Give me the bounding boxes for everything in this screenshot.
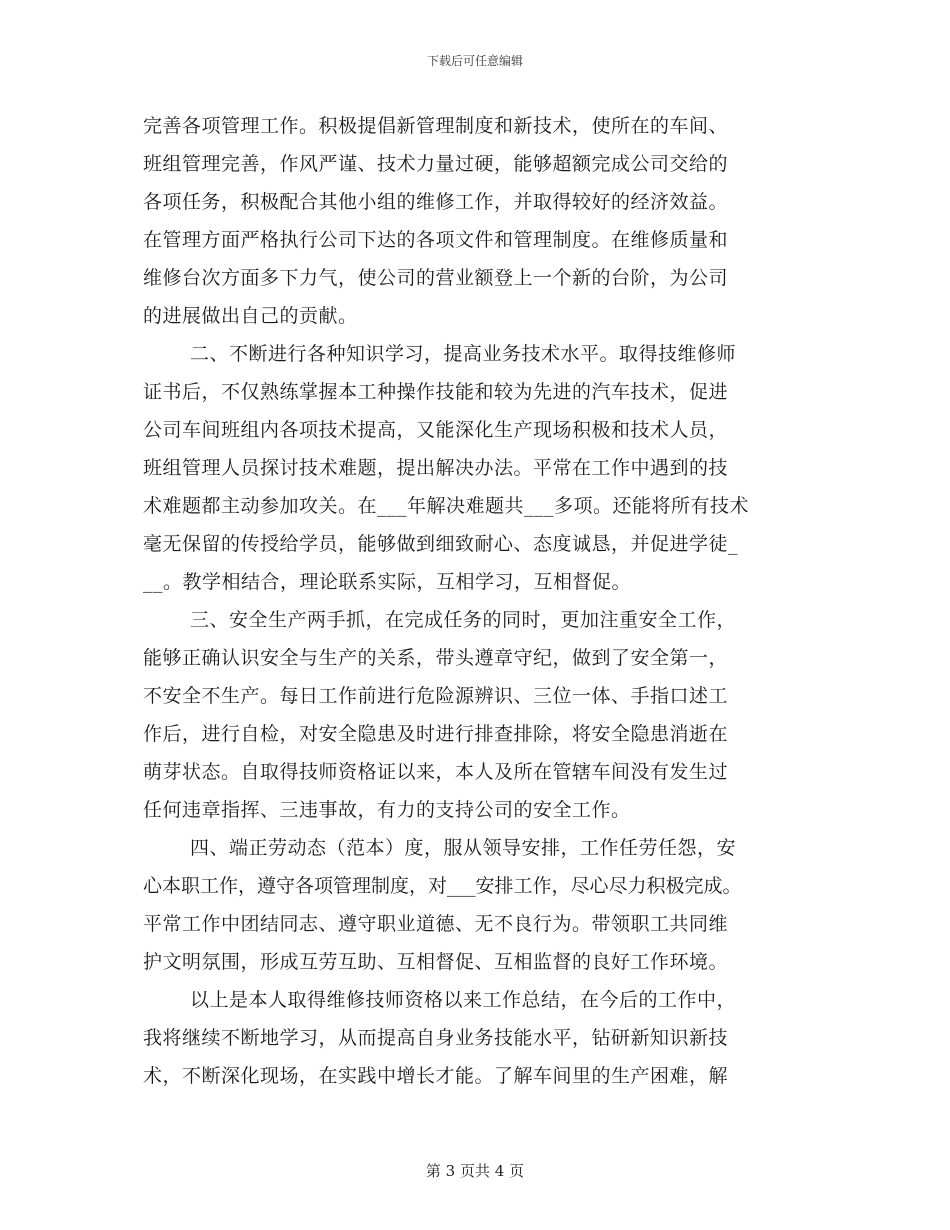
body-line: 公司车间班组内各项技术提高，又能深化生产现场积极和技术人员， (143, 419, 729, 441)
body-line: 术，不断深化现场，在实践中增长才能。了解车间里的生产困难，解 (143, 1065, 729, 1087)
body-line: 在管理方面严格执行公司下达的各项文件和管理制度。在维修质量和 (143, 229, 729, 251)
body-line: 完善各项管理工作。积极提倡新管理制度和新技术，使所在的车间、 (143, 115, 729, 137)
body-line: 作后，进行自检，对安全隐患及时进行排查排除，将安全隐患消逝在 (143, 723, 729, 745)
body-line: 平常工作中团结同志、遵守职业道德、无不良行为。带领职工共同维 (143, 913, 729, 935)
body-line: 班组管理人员探讨技术难题，提出解决办法。平常在工作中遇到的技 (143, 457, 729, 479)
paragraph-start-line: 二、不断进行各种知识学习，提高业务技术水平。取得技维修师 (190, 343, 737, 365)
body-line: 维修台次方面多下力气，使公司的营业额登上一个新的台阶，为公司 (143, 267, 729, 289)
body-line: 萌芽状态。自取得技师资格证以来，本人及所在管辖车间没有发生过 (143, 761, 729, 783)
paragraph-start-line: 三、安全生产两手抓，在完成任务的同时，更加注重安全工作， (190, 609, 737, 631)
body-line: 护文明氛围，形成互劳互助、互相督促、互相监督的良好工作环境。 (143, 951, 729, 973)
body-line: 各项任务，积极配合其他小组的维修工作，并取得较好的经济效益。 (143, 191, 729, 213)
body-line: 能够正确认识安全与生产的关系，带头遵章守纪，做到了安全第一， (143, 647, 729, 669)
page-number-footer: 第 3 页共 4 页 (425, 1162, 525, 1180)
paragraph-start-line: 四、端正劳动态（范本）度，服从领导安排，工作任劳任怨，安 (190, 837, 737, 859)
body-line: 心本职工作，遵守各项管理制度，对___安排工作，尽心尽力积极完成。 (143, 875, 742, 897)
body-line: 证书后，不仅熟练掌握本工种操作技能和较为先进的汽车技术，促进 (143, 381, 729, 403)
body-line: 的进展做出自己的贡献。 (143, 305, 358, 327)
body-line: 任何违章指挥、三违事故，有力的支持公司的安全工作。 (143, 799, 631, 821)
body-line: 毫无保留的传授给学员，能够做到细致耐心、态度诚恳，并促进学徒_ (143, 533, 739, 555)
paragraph-start-line: 以上是本人取得维修技师资格以来工作总结，在今后的工作中， (190, 989, 737, 1011)
body-line: __。教学相结合，理论联系实际，互相学习，互相督促。 (143, 571, 632, 593)
body-line: 我将继续不断地学习，从而提高自身业务技能水平，钻研新知识新技 (143, 1027, 729, 1049)
page-header: 下载后可任意编辑 (426, 54, 523, 68)
body-line: 班组管理完善，作风严谨、技术力量过硬，能够超额完成公司交给的 (143, 153, 729, 175)
body-line: 不安全不生产。每日工作前进行危险源辨识、三位一体、手指口述工 (143, 685, 729, 707)
body-line: 术难题都主动参加攻关。在___年解决难题共___多项。还能将所有技术 (143, 495, 750, 517)
